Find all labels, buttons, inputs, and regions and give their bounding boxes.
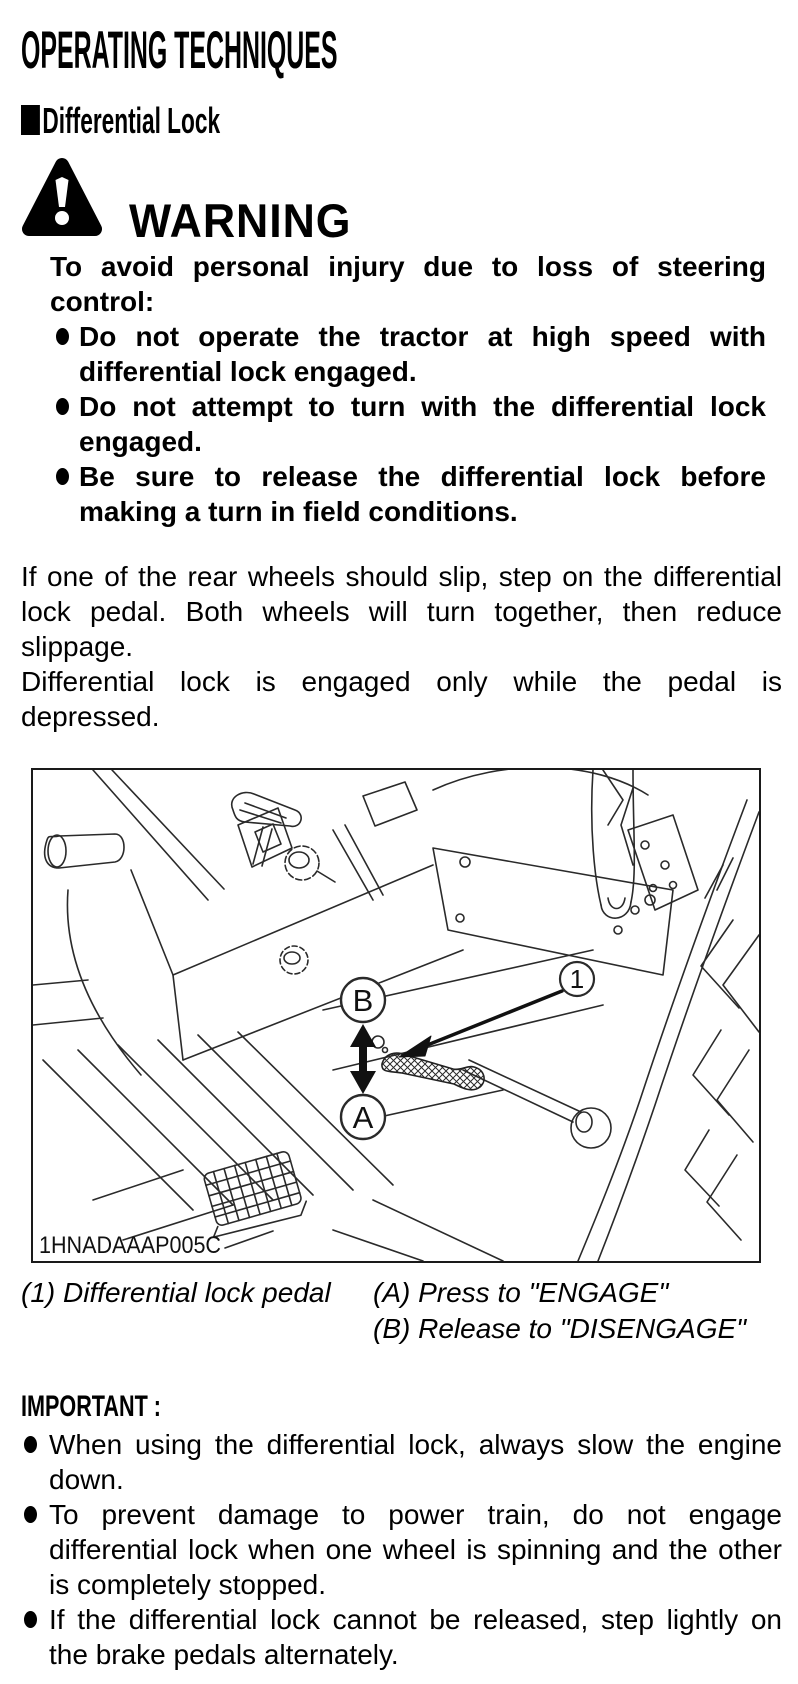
warning-bullet (50, 389, 766, 459)
important-bullet-list (21, 1427, 782, 1672)
warning-triangle-icon (21, 155, 103, 241)
bullet-icon (24, 1436, 37, 1453)
bullet-icon (56, 468, 69, 485)
warning-bullet-text: Be sure to release the differential lock before making a turn in field conditions. (79, 461, 766, 527)
page-title: OPERATING TECHNIQUES (21, 21, 338, 80)
figure-code-text: 1HNADAAAP005C (39, 1232, 221, 1259)
caption-item-1: (1) Differential lock pedal (21, 1277, 331, 1308)
pad-leader-line (225, 1231, 273, 1248)
bullet-icon (24, 1506, 37, 1523)
body-paragraph: Differential lock is engaged only while the pedal is depressed. (21, 666, 782, 732)
warning-text-block (50, 249, 766, 529)
brake-pedal-pad (196, 1149, 309, 1240)
rops-tube-lines (592, 770, 635, 918)
bullet-icon (56, 328, 69, 345)
caption-item-b: (B) Release to "DISENGAGE" (373, 1313, 747, 1344)
body-paragraph: If one of the rear wheels should slip, step on the differential lock pedal. Both wheels will turn together, then reduce slippage. (21, 561, 782, 662)
important-bullet (21, 1427, 782, 1497)
pointer-arrow-icon (399, 991, 562, 1057)
section-square-marker-icon (21, 105, 40, 135)
lever-ball-knob (463, 1060, 611, 1148)
important-label: IMPORTANT : (21, 1390, 161, 1423)
left-linkage-lines (33, 770, 292, 1075)
bullet-icon (24, 1611, 37, 1628)
warning-bullet-text: Do not operate the tractor at high speed with differential lock engaged. (79, 321, 766, 387)
updown-arrow-icon (350, 1024, 376, 1094)
important-bullet (21, 1602, 782, 1672)
svg-text:A: A (352, 1100, 374, 1135)
svg-text:1: 1 (569, 964, 585, 994)
important-bullet-text: To prevent damage to power train, do not engage differential lock when one wheel is spinning and the other is completely stopped. (49, 1499, 782, 1600)
figure-illustration (31, 768, 761, 1263)
upper-pedal-lines (232, 782, 417, 900)
figure-captions (21, 1275, 782, 1347)
warning-banner (21, 155, 782, 248)
label-1-badge (560, 962, 594, 996)
warning-intro: To avoid personal injury due to loss of steering control: (50, 251, 766, 317)
body-text (21, 559, 782, 734)
label-b-badge (341, 978, 385, 1022)
tire-tread (685, 858, 759, 1240)
important-bullet-text: If the differential lock cannot be released, step lightly on the brake pedals alternately. (49, 1604, 782, 1670)
section-title: Differential Lock (42, 100, 221, 141)
warning-bullet-list (50, 319, 766, 529)
warning-bullet (50, 319, 766, 389)
warning-bullet-text: Do not attempt to turn with the differential lock engaged. (79, 391, 766, 457)
important-bullet-text: When using the differential lock, always slow the engine down. (49, 1429, 782, 1495)
label-a-badge (341, 1095, 385, 1139)
diff-lock-pedal-shape (382, 1053, 484, 1090)
fender-arc (578, 800, 759, 1261)
lever-bracket-lines (603, 770, 698, 934)
svg-text:B: B (352, 983, 374, 1018)
bullet-icon (56, 398, 69, 415)
important-bullet (21, 1497, 782, 1602)
warning-label: WARNING (129, 194, 352, 248)
section-heading (21, 100, 500, 141)
caption-column-right (373, 1275, 782, 1347)
warning-bullet (50, 459, 766, 529)
caption-item-a: (A) Press to "ENGAGE" (373, 1277, 669, 1308)
